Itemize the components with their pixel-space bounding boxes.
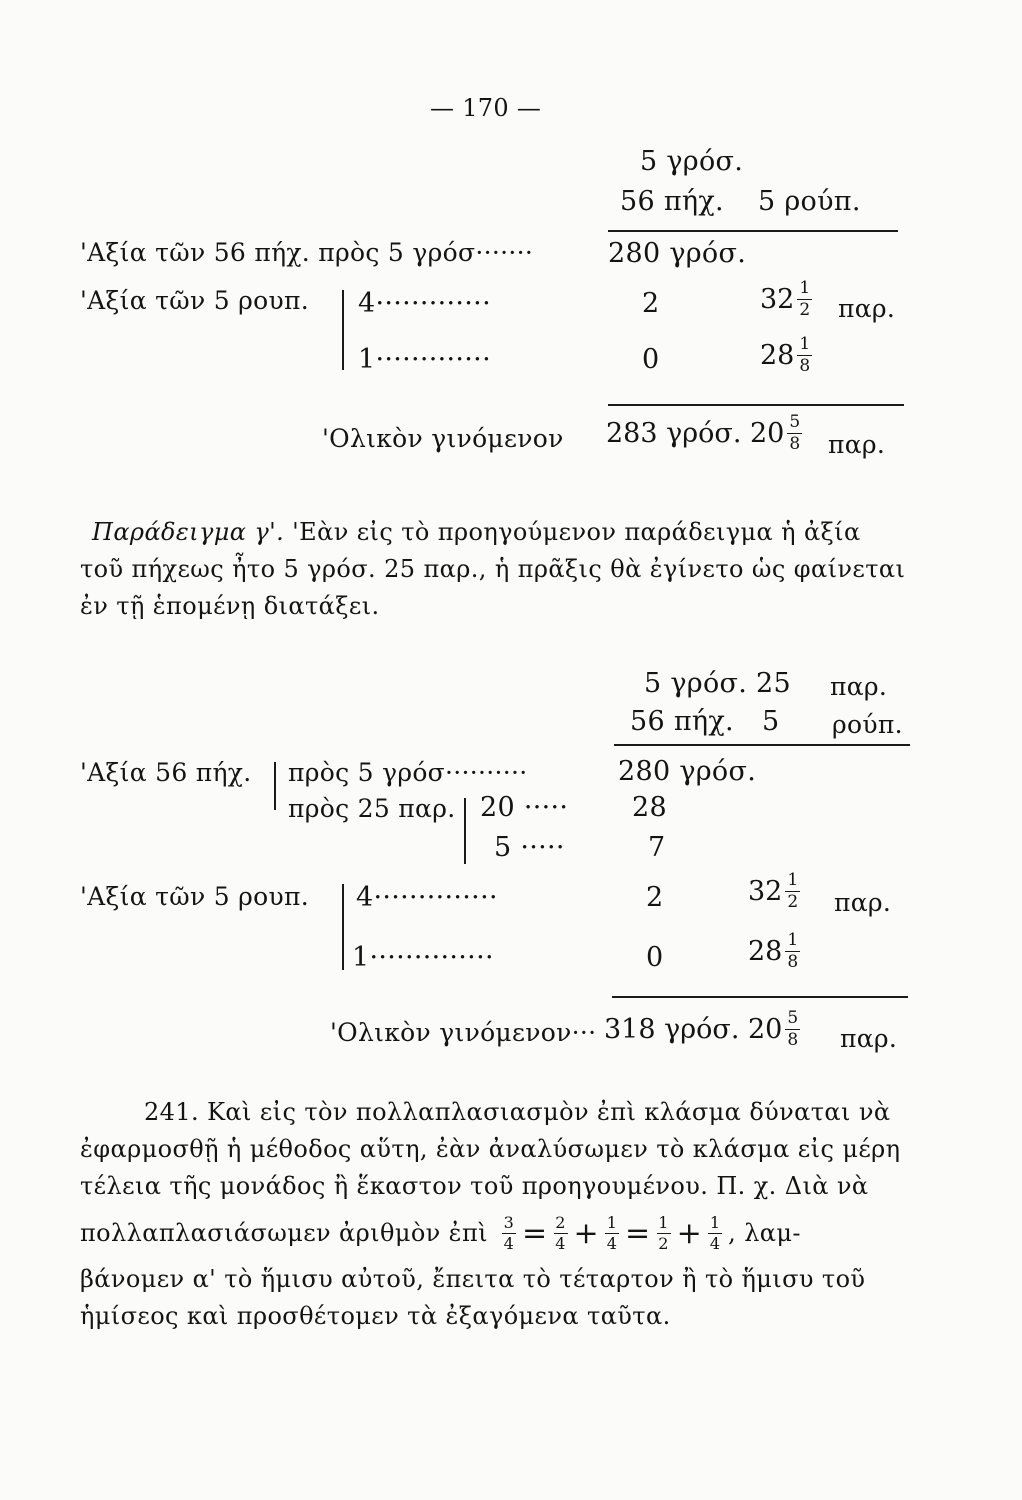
ex1-total-value: 283 γρόσ. 20	[606, 418, 785, 449]
ex2-row2-mid: πρὸς 25 παρ.	[288, 794, 456, 823]
ex1-rule-total	[608, 404, 904, 406]
ex2-rule-top	[614, 744, 910, 746]
ex2-row4-label: 'Αξία τῶν 5 ρουπ.	[80, 882, 309, 911]
ex1-row1-label: 'Αξία τῶν 56 πήχ. πρὸς 5 γρόσ·······	[80, 238, 534, 267]
equals-2: =	[625, 1215, 651, 1251]
ex1-row2-mid: 4·············	[358, 288, 491, 319]
ex2-total-fraction	[604, 1010, 800, 1049]
fraction-1-4-a	[605, 1212, 619, 1253]
ex1-header-2b: 5 ρούπ.	[758, 186, 861, 217]
ex2-row5-num: 1	[787, 930, 799, 950]
ex1-row3-value: 0	[642, 344, 660, 375]
ex1-row2-label: 'Αξία τῶν 5 ρουπ.	[80, 286, 309, 315]
ex1-row2-value: 2	[642, 288, 660, 319]
ex2-row4-mid: 4··············	[356, 882, 498, 913]
ex2-row5-fraction	[748, 932, 800, 971]
section-241-paragraph	[80, 1094, 900, 1335]
ex1-row2-num: 1	[799, 278, 811, 298]
ex1-row2-unit: παρ.	[838, 294, 896, 323]
fraction-1-4-b-den: 4	[709, 1233, 721, 1253]
fraction-1-2-den: 2	[658, 1233, 669, 1253]
ex2-total-unit: παρ.	[840, 1024, 898, 1053]
ex1-row2-fraction	[760, 280, 812, 319]
ex1-total-fraction	[606, 414, 802, 453]
fraction-1-4-b-num: 1	[709, 1212, 721, 1232]
ex1-total-unit: παρ.	[828, 430, 886, 459]
ex1-header-2a: 56 πήχ.	[620, 186, 724, 217]
ex2-row1-mid: πρὸς 5 γρόσ··········	[288, 758, 528, 787]
section-241-line3: τέλεια τῆς μονάδος ἢ ἕκαστον τοῦ προηγουμένου. Π. χ. Διὰ νὰ	[80, 1172, 869, 1200]
ex1-row3-whole: 28	[760, 340, 795, 371]
fraction-2-4-num: 2	[555, 1212, 566, 1232]
ex2-header-1a: 5 γρόσ. 25	[644, 668, 791, 699]
section-241-line4-text: πολλαπλασιάσωμεν ἀριθμὸν ἐπὶ	[80, 1218, 488, 1247]
ex2-total-den: 8	[787, 1030, 799, 1050]
ex1-total-label: 'Ολικὸν γινόμενον	[322, 424, 564, 453]
ex2-header-1b: παρ.	[830, 672, 888, 701]
example-c-line3: ἐν τῇ ἑπομένῃ διατάξει.	[80, 592, 380, 620]
ex1-row2-den: 2	[799, 300, 811, 320]
ex2-row4-fraction	[748, 872, 800, 911]
fraction-1-4-b	[708, 1212, 722, 1253]
ex2-row4-num: 1	[787, 870, 799, 890]
ex1-header-1: 5 γρόσ.	[640, 146, 744, 177]
ex2-row2-sub: 20 ·····	[480, 792, 569, 823]
ex2-row5-den: 8	[787, 952, 799, 972]
ex1-row3-mid: 1·············	[358, 344, 491, 375]
ex2-rule-total	[612, 996, 908, 998]
fraction-1-4-a-den: 4	[606, 1233, 618, 1253]
example-c-title: Παράδειγμα γ'.	[92, 518, 285, 546]
ex2-total-value: 318 γρόσ. 20	[604, 1014, 783, 1045]
ex1-row2-whole: 32	[760, 284, 795, 315]
section-241-line1: 241. Καὶ εἰς τὸν πολλαπλασιασμὸν ἐπὶ κλάσμα δύναται νὰ	[144, 1098, 891, 1126]
ex2-brace-2	[464, 798, 466, 864]
section-241-line6: ἡμίσεος καὶ προσθέτομεν τὰ ἐξαγόμενα ταῦτα.	[80, 1302, 671, 1330]
ex2-row3-sub: 5 ·····	[494, 832, 565, 863]
ex1-row1-value: 280 γρόσ.	[608, 238, 747, 269]
ex2-row4-den: 2	[787, 892, 799, 912]
ex1-rule-top	[608, 230, 898, 232]
ex2-header-2b: 5	[762, 706, 780, 737]
page-number: — 170 —	[430, 94, 542, 122]
ex2-total-label: 'Ολικὸν γινόμενον···	[330, 1018, 597, 1047]
ex2-header-2a: 56 πήχ.	[630, 706, 734, 737]
ex2-row4-value: 2	[646, 882, 664, 913]
fraction-2-4-den: 4	[555, 1233, 566, 1253]
ex2-total-num: 5	[787, 1008, 799, 1028]
plus-1: +	[573, 1215, 600, 1251]
ex2-row4-unit: παρ.	[834, 888, 892, 917]
example-c-paragraph	[80, 514, 906, 625]
section-241-line4-end: , λαμ-	[728, 1218, 801, 1247]
fraction-2-4	[554, 1212, 568, 1253]
ex2-row5-value: 0	[646, 942, 664, 973]
equals-1: =	[521, 1215, 548, 1251]
ex1-total-den: 8	[789, 434, 801, 454]
fraction-1-2-num: 1	[658, 1212, 669, 1232]
fraction-3-4	[502, 1212, 516, 1253]
fraction-3-4-den: 4	[503, 1233, 515, 1253]
ex2-row5-mid: 1··············	[352, 942, 494, 973]
section-241-line2: ἐφαρμοσθῇ ἡ μέθοδος αὕτη, ἐὰν ἀναλύσωμεν τὸ κλάσμα εἰς μέρη	[80, 1135, 901, 1163]
ex1-total-num: 5	[789, 412, 801, 432]
ex1-brace	[342, 290, 344, 370]
ex2-brace-3	[342, 884, 344, 970]
fraction-1-2	[657, 1212, 671, 1253]
ex2-row2-value: 28	[632, 792, 667, 823]
ex2-row3-value: 7	[648, 832, 666, 863]
ex2-row1-label: 'Αξία 56 πήχ.	[80, 758, 252, 787]
ex2-header-2c: ρούπ.	[832, 710, 903, 739]
example-c-line2: τοῦ πήχεως ἦτο 5 γρόσ. 25 παρ., ἡ πρᾶξις θὰ ἐγίνετο ὡς φαίνεται	[80, 555, 906, 583]
ex2-row4-whole: 32	[748, 876, 783, 907]
example-c-line1	[92, 514, 905, 551]
ex1-row3-num: 1	[799, 334, 811, 354]
example-c-line1-rest: 'Εὰν εἰς τὸ προηγούμενον παράδειγμα ἡ ἀξία	[284, 518, 861, 546]
ex1-row3-den: 8	[799, 356, 811, 376]
section-241-line4	[80, 1205, 900, 1261]
fraction-1-4-a-num: 1	[606, 1212, 618, 1232]
ex1-row3-fraction	[760, 336, 812, 375]
section-241-line5: βάνομεν α' τὸ ἥμισυ αὐτοῦ, ἔπειτα τὸ τέταρτον ἢ τὸ ἥμισυ τοῦ	[80, 1265, 866, 1293]
plus-2: +	[676, 1215, 703, 1251]
ex2-row1-value: 280 γρόσ.	[618, 756, 757, 787]
ex2-brace-1	[274, 762, 276, 810]
ex2-row5-whole: 28	[748, 936, 783, 967]
fraction-3-4-num: 3	[503, 1212, 515, 1232]
